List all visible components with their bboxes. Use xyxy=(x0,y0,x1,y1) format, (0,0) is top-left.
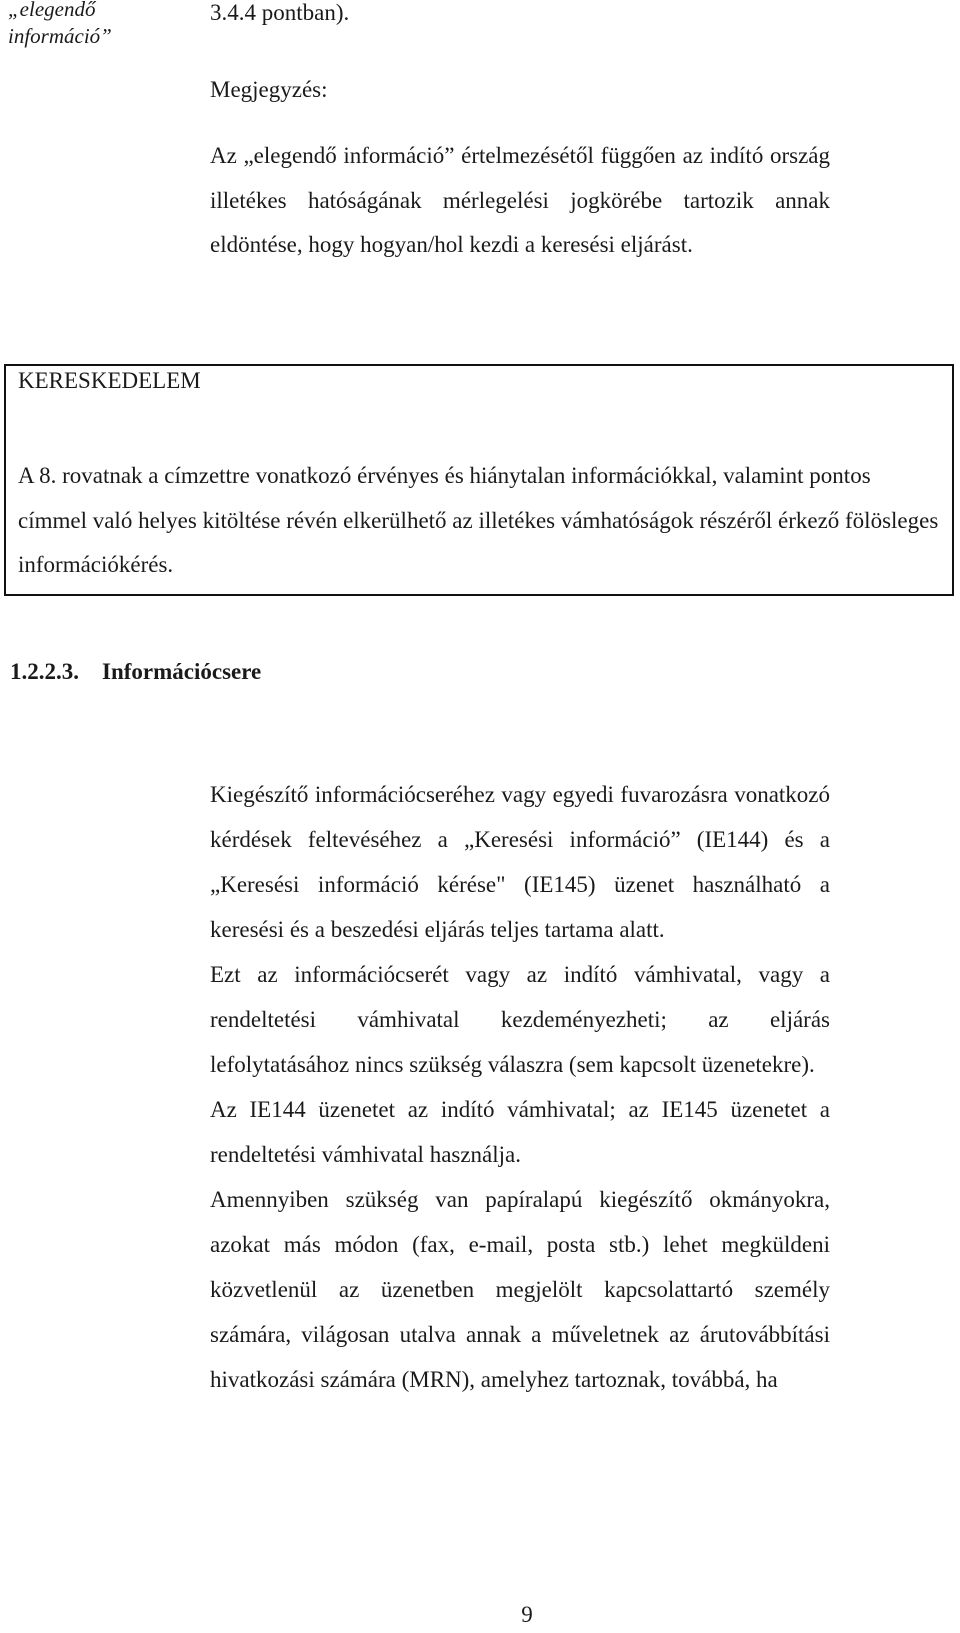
body-paragraph: Az IE144 üzenetet az indító vámhivatal; az IE145 üzenetet a rendeltetési vámhivatal használja. xyxy=(210,1097,830,1167)
margin-note: „elegendő információ” xyxy=(8,0,112,48)
trade-info-box xyxy=(4,364,954,596)
section-heading xyxy=(10,657,261,687)
section-body xyxy=(210,772,830,1402)
trade-box-heading: KERESKEDELEM xyxy=(18,368,201,393)
note-text: Az „elegendő információ” értelmezésétől függően az indító ország illetékes hatóságának mérlegelési jogkörébe tartozik annak eldöntése, hogy hogyan/hol kezdi a keresési eljárást. xyxy=(210,143,830,257)
section-number: 1.2.2.3. xyxy=(10,659,79,684)
body-paragraph: Kiegészítő információcseréhez vagy egyedi fuvarozásra vonatkozó kérdések feltevéséhez a „Keresési információ” (IE144) és a „Keresési információ kérése" (IE145) üzenet használható a keresési és a beszedési eljárás teljes tartama alatt. xyxy=(210,782,830,942)
continuation-line: 3.4.4 pontban). xyxy=(210,0,350,25)
body-paragraph: Ezt az információcserét vagy az indító vámhivatal, vagy a rendeltetési vámhivatal kezdeményezheti; az eljárás lefolytatásához nincs szükség válaszra (sem kapcsolt üzenetekre). xyxy=(210,962,830,1077)
trade-box-text: A 8. rovatnak a címzettre vonatkozó érvényes és hiánytalan információkkal, valamint pontos címmel való helyes kitöltése révén elkerülhető az illetékes vámhatóságok részéről érkező fölösleges információkérés. xyxy=(18,463,939,577)
note-title: Megjegyzés: xyxy=(210,77,328,102)
page-number: 9 xyxy=(521,1602,533,1627)
section-title: Információcsere xyxy=(102,659,262,684)
body-paragraph: Amennyiben szükség van papíralapú kiegészítő okmányokra, azokat más módon (fax, e-mail, posta stb.) lehet megküldeni közvetlenül az üzenetben megjelölt kapcsolattartó személy számára, világosan utalva annak a műveletnek az árutovábbítási hivatkozási számára (MRN), amelyhez tartoznak, továbbá, ha xyxy=(210,1187,830,1392)
